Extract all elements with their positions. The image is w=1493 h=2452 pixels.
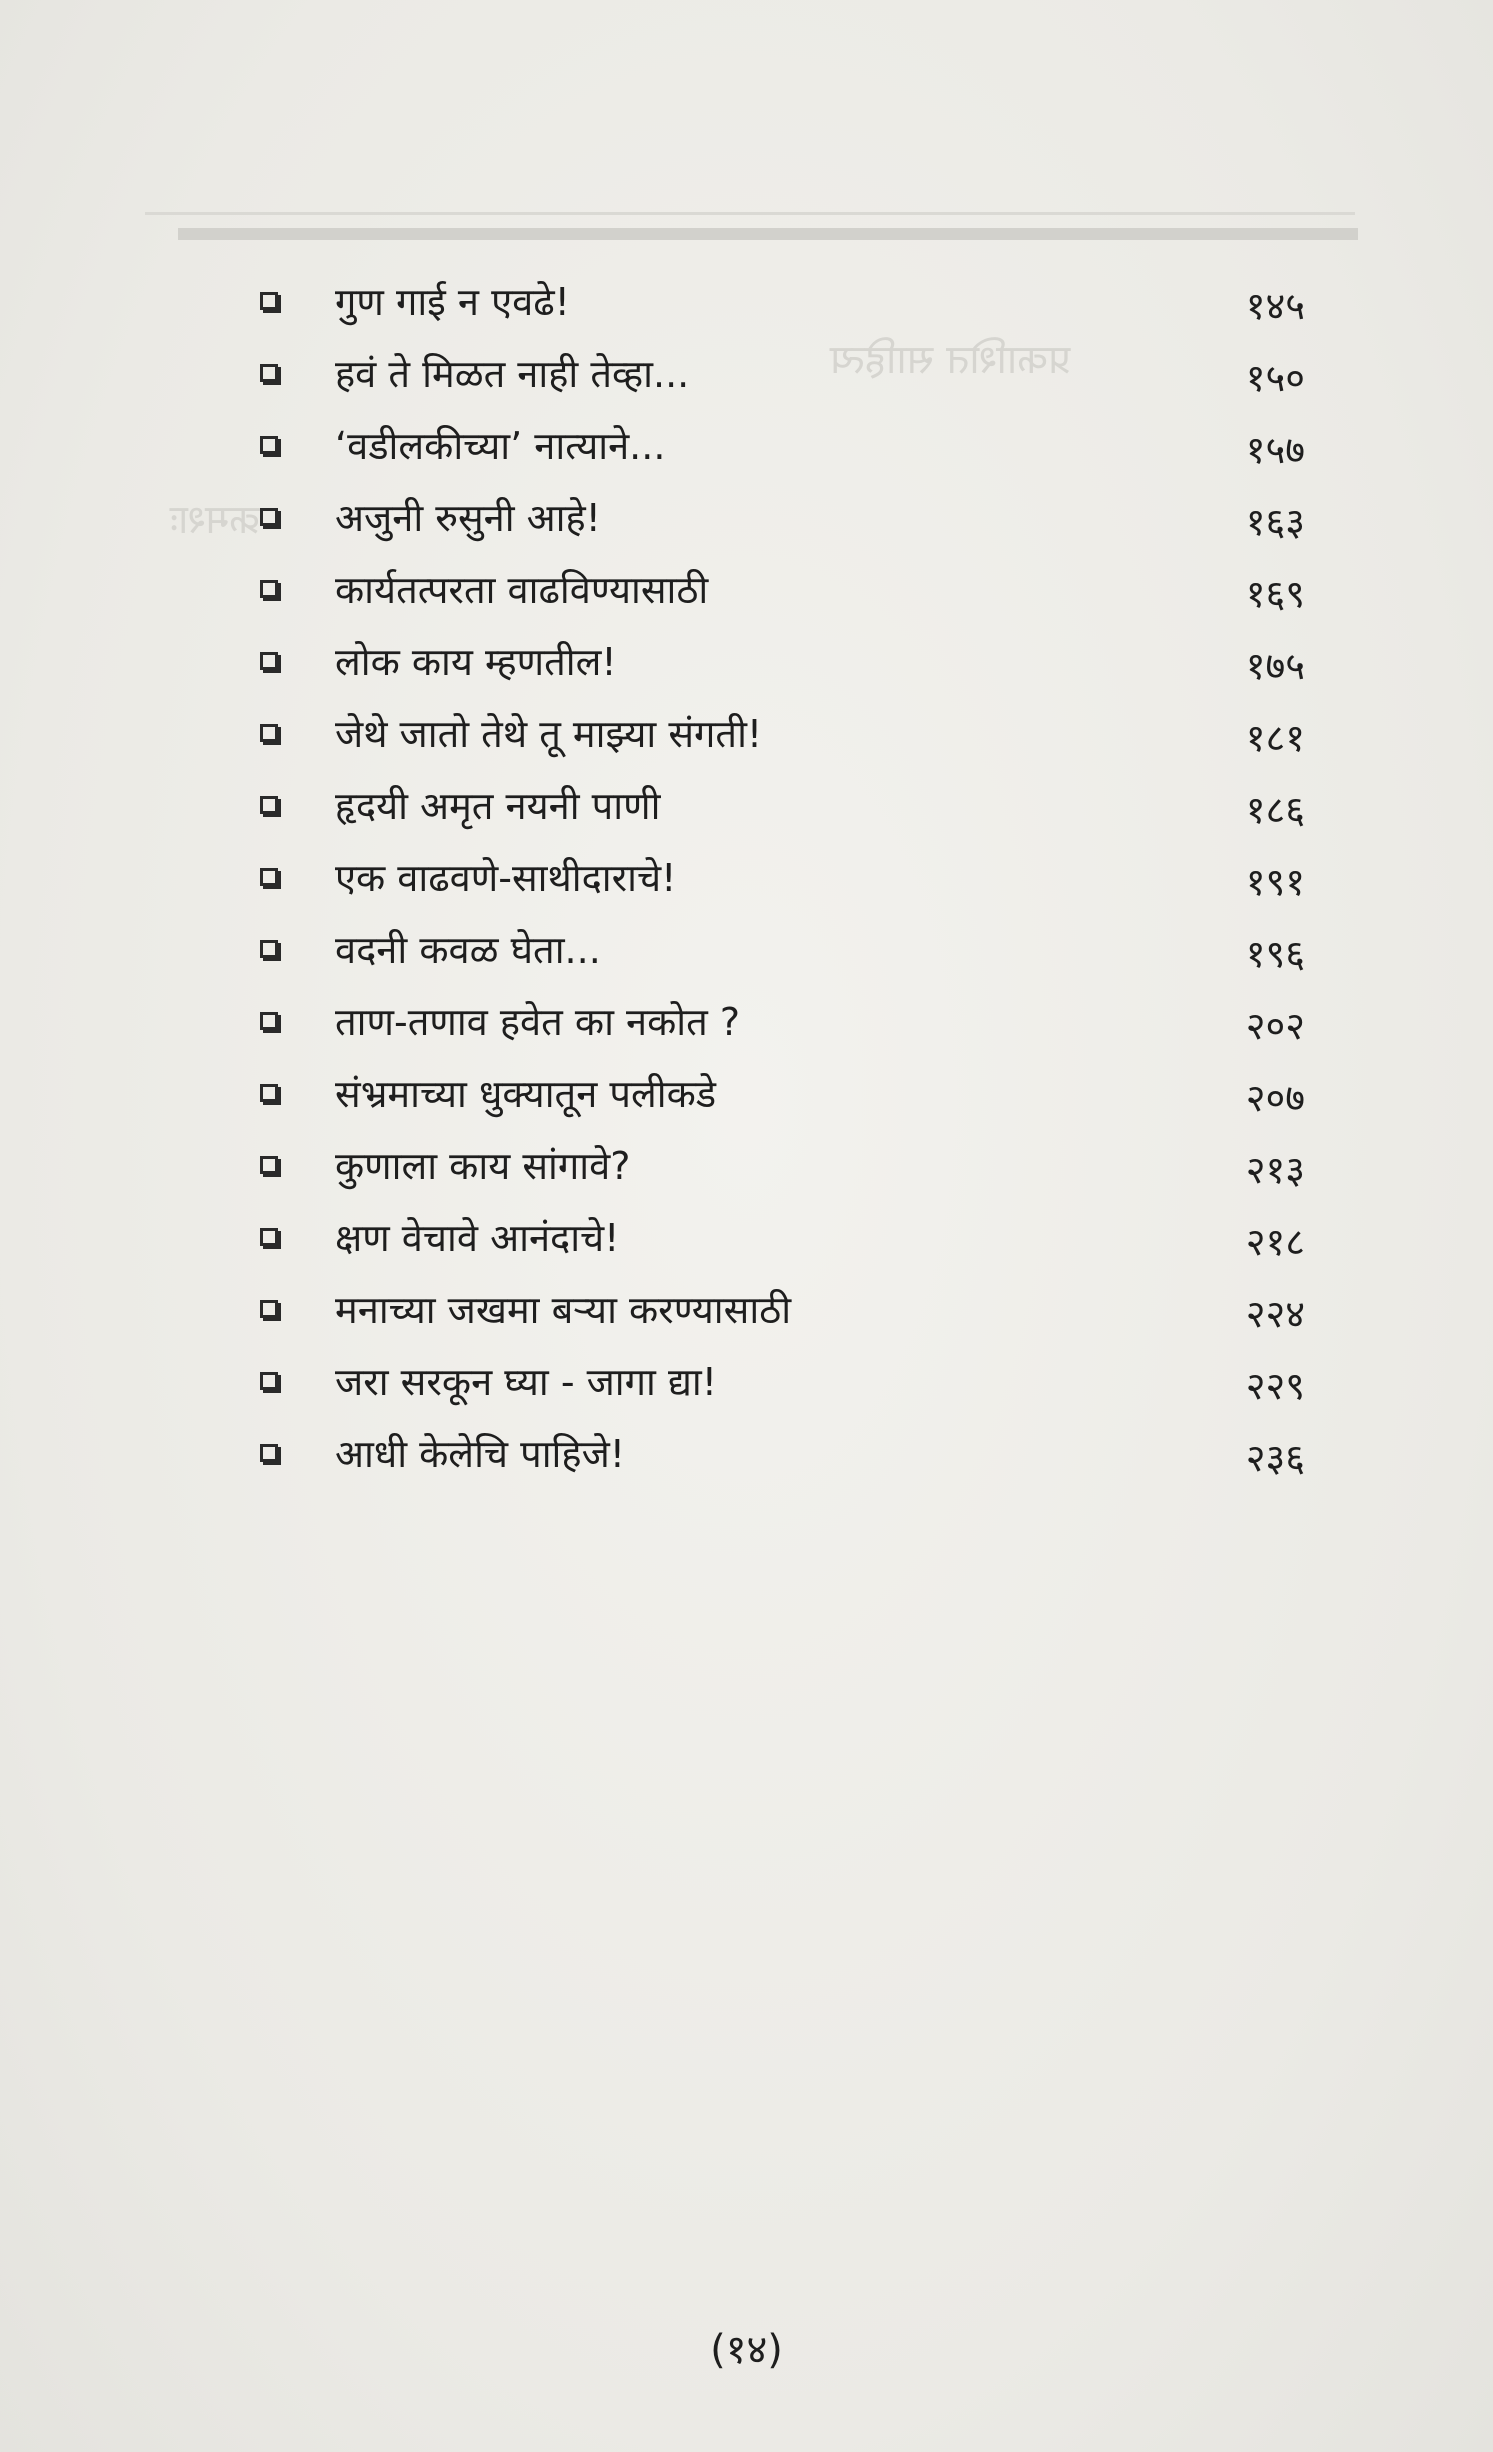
toc-entry-page: २३६ <box>1245 1436 1305 1480</box>
toc-entry-page: १५० <box>1245 356 1305 400</box>
toc-entry <box>0 414 1493 484</box>
toc-entry <box>0 1278 1493 1348</box>
toc-entry <box>0 1062 1493 1132</box>
toc-entry-title: एक वाढवणे-साथीदाराचे! <box>335 856 677 900</box>
square-bullet-icon <box>260 436 278 454</box>
toc-entry-page: १९६ <box>1245 932 1305 976</box>
square-bullet-icon <box>260 580 278 598</box>
toc-entry-title: हृदयी अमृत नयनी पाणी <box>335 784 661 828</box>
square-bullet-icon <box>260 1300 278 1318</box>
header-rule-thin <box>145 212 1355 215</box>
toc-entry-title: गुण गाई न एवढे! <box>335 280 570 324</box>
toc-entry-page: १९१ <box>1245 860 1305 904</box>
toc-entry <box>0 1422 1493 1492</box>
toc-entry-title: कार्यतत्परता वाढविण्यासाठी <box>335 568 709 612</box>
square-bullet-icon <box>260 1228 278 1246</box>
toc-entry-title: ‘वडीलकीच्या’ नात्याने... <box>335 424 666 468</box>
square-bullet-icon <box>260 1156 278 1174</box>
toc-entry-title: ताण-तणाव हवेत का नकोत ? <box>335 1000 741 1044</box>
show-through-text: प्रकाशित साहित्य <box>830 337 1071 383</box>
toc-entry-page: १८६ <box>1245 788 1305 832</box>
toc-entry <box>0 846 1493 916</box>
square-bullet-icon <box>260 796 278 814</box>
square-bullet-icon <box>260 508 278 526</box>
toc-entry-title: क्षण वेचावे आनंदाचे! <box>335 1216 620 1260</box>
toc-entry-page: २२४ <box>1245 1292 1305 1336</box>
toc-entry-page: २१८ <box>1245 1220 1305 1264</box>
toc-entry <box>0 558 1493 628</box>
toc-entry <box>0 702 1493 772</box>
toc-entry <box>0 1350 1493 1420</box>
toc-entry <box>0 1134 1493 1204</box>
toc-entry-page: २०७ <box>1245 1076 1305 1120</box>
toc-entry-title: वदनी कवळ घेता... <box>335 928 601 972</box>
toc-entry <box>0 918 1493 988</box>
toc-entry-title: लोक काय म्हणतील! <box>335 640 617 684</box>
show-through-text: क्रमशः <box>170 497 260 543</box>
toc-entry-page: १८१ <box>1245 716 1305 760</box>
toc-entry <box>0 342 1493 412</box>
square-bullet-icon <box>260 652 278 670</box>
square-bullet-icon <box>260 1372 278 1390</box>
toc-entry <box>0 1206 1493 1276</box>
page-number: (१४) <box>710 2327 783 2373</box>
toc-entry-page: १४५ <box>1245 284 1305 328</box>
header-rule <box>178 228 1358 240</box>
toc-entry <box>0 990 1493 1060</box>
toc-entry-page: १६९ <box>1245 572 1305 616</box>
square-bullet-icon <box>260 292 278 310</box>
toc-entry-title: जरा सरकून घ्या - जागा द्या! <box>335 1360 717 1404</box>
toc-entry-title: आधी केलेचि पाहिजे! <box>335 1432 626 1476</box>
square-bullet-icon <box>260 364 278 382</box>
toc-entry <box>0 630 1493 700</box>
square-bullet-icon <box>260 868 278 886</box>
square-bullet-icon <box>260 1444 278 1462</box>
toc-entry-title: कुणाला काय सांगावे? <box>335 1144 631 1188</box>
toc-entry-title: हवं ते मिळत नाही तेव्हा... <box>335 352 690 396</box>
square-bullet-icon <box>260 1084 278 1102</box>
toc-entry-page: १७५ <box>1245 644 1305 688</box>
toc-entry-title: जेथे जातो तेथे तू माझ्या संगती! <box>335 712 763 756</box>
toc-entry-page: २१३ <box>1245 1148 1305 1192</box>
toc-entry <box>0 270 1493 340</box>
square-bullet-icon <box>260 940 278 958</box>
toc-entry-page: २२९ <box>1245 1364 1305 1408</box>
toc-entry-title: मनाच्या जखमा बऱ्या करण्यासाठी <box>335 1288 792 1332</box>
toc-entry-page: १५७ <box>1245 428 1305 472</box>
toc-entry-page: १६३ <box>1245 500 1305 544</box>
toc-entry-title: संभ्रमाच्या धुक्यातून पलीकडे <box>335 1072 717 1116</box>
toc-entry-title: अजुनी रुसुनी आहे! <box>335 496 601 540</box>
square-bullet-icon <box>260 1012 278 1030</box>
toc-entry <box>0 486 1493 556</box>
square-bullet-icon <box>260 724 278 742</box>
toc-entry <box>0 774 1493 844</box>
toc-entry-page: २०२ <box>1245 1004 1305 1048</box>
